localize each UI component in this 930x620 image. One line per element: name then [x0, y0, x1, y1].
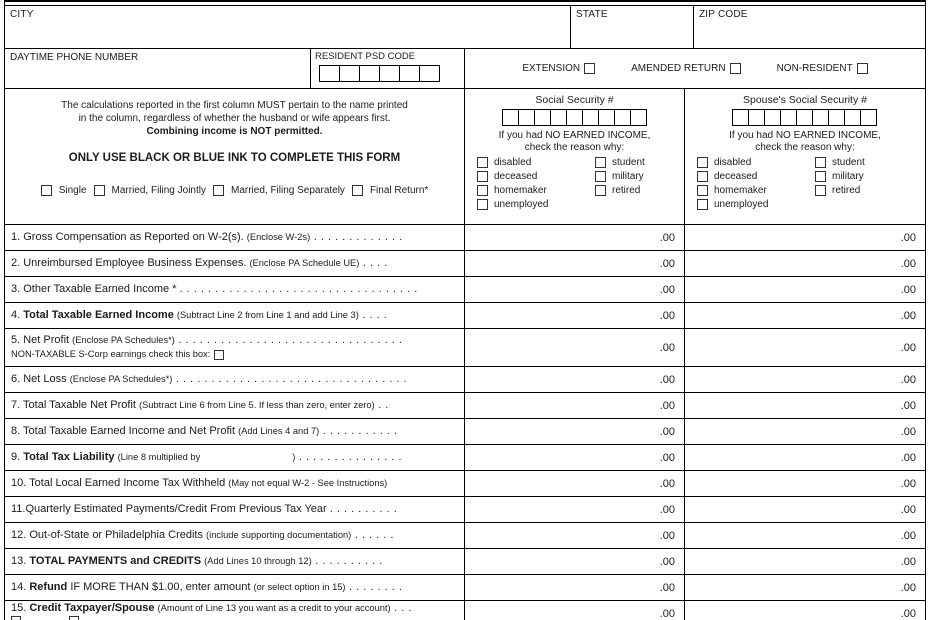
psd-label: RESIDENT PSD CODE — [315, 51, 416, 62]
city-label: CITY — [10, 9, 34, 20]
spouse-reason-checkboxes: disabled deceased homemaker unemployed student military retired — [685, 157, 925, 210]
line-5-checkbox[interactable] — [214, 350, 224, 360]
line-4-amount-spouse[interactable]: .00 — [900, 309, 916, 322]
ssn-box[interactable] — [518, 109, 535, 126]
line-row-1 — [5, 225, 925, 251]
ssn-box[interactable] — [598, 109, 615, 126]
ssn-box[interactable] — [796, 109, 813, 126]
psd-box[interactable] — [419, 65, 440, 82]
line-14-amount-taxpayer[interactable]: .00 — [465, 575, 685, 600]
filing-single-label: Single — [58, 185, 87, 196]
filing-status-row — [5, 184, 464, 197]
line-row-3 — [5, 277, 925, 303]
line-row-13 — [5, 549, 925, 575]
line-row-7 — [5, 393, 925, 419]
amended-return-flag — [631, 63, 740, 74]
line-10-amount-taxpayer[interactable]: .00 — [465, 471, 685, 496]
spouse-homemaker-checkbox[interactable] — [697, 185, 708, 196]
filing-married-separately-label: Married, Filing Separately — [231, 185, 345, 196]
line-7-amount-taxpayer[interactable]: .00 — [465, 393, 685, 418]
line-15-amount-spouse[interactable]: .00 — [900, 607, 916, 620]
ssn-box[interactable] — [828, 109, 845, 126]
ssn-box[interactable] — [812, 109, 829, 126]
line-row-8 — [5, 419, 925, 445]
ssn-box[interactable] — [748, 109, 765, 126]
line-4-label: 4. Total Taxable Earned Income (Subtract Line 2 from Line 1 and add Line 3) . . . . — [5, 303, 465, 328]
taxpayer-student-checkbox[interactable] — [595, 157, 606, 168]
line-3-amount-taxpayer[interactable]: .00 — [465, 277, 685, 302]
line-14-label: 14. Refund IF MORE THAN $1.00, enter amount (or select option in 15) . . . . . . . . — [5, 575, 465, 600]
ssn-box[interactable] — [582, 109, 599, 126]
line-row-5 — [5, 329, 925, 367]
taxpayer-deceased-checkbox[interactable] — [477, 171, 488, 182]
line-9-amount-spouse[interactable]: .00 — [900, 451, 916, 464]
line-13-amount-taxpayer[interactable]: .00 — [465, 549, 685, 574]
ssn-box[interactable] — [550, 109, 567, 126]
extension-label: EXTENSION — [522, 63, 581, 74]
line-15-checkbox[interactable] — [69, 616, 79, 620]
ssn-box[interactable] — [566, 109, 583, 126]
line-7-label: 7. Total Taxable Net Profit (Subtract Line 6 from Line 5. If less than zero, enter zero) . . — [5, 393, 465, 418]
spouse-unemployed-checkbox[interactable] — [697, 199, 708, 210]
ssn-box[interactable] — [844, 109, 861, 126]
line-row-2 — [5, 251, 925, 277]
line-10-label: 10. Total Local Earned Income Tax Withheld (May not equal W-2 - See Instructions) — [5, 471, 465, 496]
line-9-amount-taxpayer[interactable]: .00 — [465, 445, 685, 470]
psd-box[interactable] — [399, 65, 420, 82]
phone-label: DAYTIME PHONE NUMBER — [10, 52, 139, 63]
state-field[interactable] — [571, 6, 694, 48]
no-income-note: If you had NO EARNED INCOME, check the reason why: — [729, 130, 881, 153]
spouse-disabled-checkbox[interactable] — [697, 157, 708, 168]
line-15-checkbox[interactable] — [11, 616, 21, 620]
ink-warning: ONLY USE BLACK OR BLUE INK TO COMPLETE THIS FORM — [68, 152, 401, 164]
line-15-label: 15. Credit Taxpayer/Spouse (Amount of Line 13 you want as a credit to your account) . . . — [5, 601, 465, 620]
ssn-box[interactable] — [764, 109, 781, 126]
instructions-line-1: The calculations reported in the first column MUST pertain to the name printed — [61, 100, 408, 111]
instructions-line-3: Combining income is NOT permitted. — [146, 126, 323, 137]
spouse-military-checkbox[interactable] — [815, 171, 826, 182]
line-8-amount-spouse[interactable]: .00 — [900, 425, 916, 438]
ssn-box[interactable] — [780, 109, 797, 126]
line-2-amount-taxpayer[interactable]: .00 — [465, 251, 685, 276]
final-return-checkbox[interactable] — [352, 185, 363, 196]
spouse-ssn-boxes — [685, 109, 925, 126]
line-row-4 — [5, 303, 925, 329]
final-return-label: Final Return* — [369, 185, 429, 196]
spouse-ssn-panel — [685, 89, 925, 224]
line-6-amount-taxpayer[interactable]: .00 — [465, 367, 685, 392]
line-11-label: 11.Quarterly Estimated Payments/Credit From Previous Tax Year . . . . . . . . . . — [5, 497, 465, 522]
ssn-box[interactable] — [630, 109, 647, 126]
zip-field[interactable] — [694, 6, 925, 48]
line-3-label: 3. Other Taxable Earned Income * . . . . . . . . . . . . . . . . . . . . . . . . . . . . . . . . . . — [5, 277, 465, 302]
filing-married-jointly-checkbox[interactable] — [94, 185, 105, 196]
line-11-amount-taxpayer[interactable]: .00 — [465, 497, 685, 522]
instructions-line-2: in the column, regardless of whether the husband or wife appears first. — [78, 113, 391, 124]
no-income-note: If you had NO EARNED INCOME, check the reason why: — [498, 130, 651, 153]
line-15-amount-taxpayer[interactable]: .00 — [465, 601, 685, 620]
line-2-label: 2. Unreimbursed Employee Business Expenses. (Enclose PA Schedule UE) . . . . — [5, 251, 465, 276]
taxpayer-military-checkbox[interactable] — [595, 171, 606, 182]
phone-field[interactable] — [5, 49, 311, 88]
zip-label: ZIP CODE — [699, 9, 748, 20]
state-label: STATE — [576, 9, 608, 20]
spouse-deceased-checkbox[interactable] — [697, 171, 708, 182]
non-resident-checkbox[interactable] — [857, 63, 868, 74]
taxpayer-unemployed-checkbox[interactable] — [477, 199, 488, 210]
line-2-amount-spouse[interactable]: .00 — [900, 257, 916, 270]
psd-boxes — [320, 65, 460, 82]
line-6-amount-spouse[interactable]: .00 — [900, 373, 916, 386]
line-row-6 — [5, 367, 925, 393]
taxpayer-ssn-title: Social Security # — [535, 94, 614, 106]
address-row — [5, 6, 925, 49]
amended-return-label: AMENDED RETURN — [631, 63, 726, 74]
psd-box[interactable] — [359, 65, 380, 82]
extension-checkbox[interactable] — [584, 63, 595, 74]
line-row-14 — [5, 575, 925, 601]
taxpayer-homemaker-checkbox[interactable] — [477, 185, 488, 196]
psd-box[interactable] — [379, 65, 400, 82]
spouse-ssn-title: Spouse's Social Security # — [743, 94, 867, 106]
line-9-label: 9. Total Tax Liability (Line 8 multiplied by ) . . . . . . . . . . . . . . . — [5, 445, 465, 470]
extension-flag — [522, 63, 595, 74]
taxpayer-disabled-checkbox[interactable] — [477, 157, 488, 168]
filing-married-separately-checkbox[interactable] — [213, 185, 224, 196]
amended-return-checkbox[interactable] — [730, 63, 741, 74]
taxpayer-ssn-panel — [465, 89, 685, 224]
tax-form — [4, 0, 926, 620]
phone-row — [5, 49, 925, 89]
psd-box[interactable] — [319, 65, 340, 82]
line-row-10 — [5, 471, 925, 497]
line-1-amount-taxpayer[interactable]: .00 — [465, 225, 685, 250]
line-12-amount-spouse[interactable]: .00 — [900, 529, 916, 542]
line-4-amount-taxpayer[interactable]: .00 — [465, 303, 685, 328]
ssn-box[interactable] — [502, 109, 519, 126]
return-type-flags — [465, 49, 925, 88]
filing-married-jointly-label: Married, Filing Jointly — [111, 185, 206, 196]
line-8-label: 8. Total Taxable Earned Income and Net Profit (Add Lines 4 and 7) . . . . . . . . . . . — [5, 419, 465, 444]
non-resident-label: NON-RESIDENT — [776, 63, 853, 74]
taxpayer-ssn-boxes — [465, 109, 684, 126]
line-8-amount-taxpayer[interactable]: .00 — [465, 419, 685, 444]
psd-box[interactable] — [339, 65, 360, 82]
line-14-amount-spouse[interactable]: .00 — [900, 581, 916, 594]
line-row-15 — [5, 601, 925, 620]
line-5-label: 5. Net Profit (Enclose PA Schedules*) . . . . . . . . . . . . . . . . . . . . . . . . . . . . . . . . NON-TAXABLE S-Corp earnings check this box: — [5, 329, 465, 366]
line-row-11 — [5, 497, 925, 523]
city-field[interactable] — [5, 6, 571, 48]
non-resident-flag — [777, 63, 868, 74]
line-row-12 — [5, 523, 925, 549]
ssn-box[interactable] — [534, 109, 551, 126]
spouse-student-checkbox[interactable] — [815, 157, 826, 168]
line-12-label: 12. Out-of-State or Philadelphia Credits (include supporting documentation) . . . . . . — [5, 523, 465, 548]
line-13-label: 13. TOTAL PAYMENTS and CREDITS (Add Lines 10 through 12) . . . . . . . . . . — [5, 549, 465, 574]
line-6-label: 6. Net Loss (Enclose PA Schedules*) . . . . . . . . . . . . . . . . . . . . . . . . . . . . . . . . . — [5, 367, 465, 392]
line-1-label: 1. Gross Compensation as Reported on W-2(s). (Enclose W-2s) . . . . . . . . . . . . . — [5, 225, 465, 250]
line-row-9 — [5, 445, 925, 471]
line-5-amount-taxpayer[interactable]: .00 — [465, 329, 685, 366]
line-items — [5, 225, 925, 620]
line-5-amount-spouse[interactable]: .00 — [900, 341, 916, 354]
line-13-amount-spouse[interactable]: .00 — [900, 555, 916, 568]
filing-single-checkbox[interactable] — [41, 185, 52, 196]
line-7-amount-spouse[interactable]: .00 — [900, 399, 916, 412]
psd-field — [311, 49, 465, 88]
ssn-box[interactable] — [732, 109, 749, 126]
taxpayer-retired-checkbox[interactable] — [595, 185, 606, 196]
instructions-and-ssn-section — [5, 89, 925, 225]
taxpayer-reason-checkboxes: disabled deceased homemaker unemployed student military retired — [465, 157, 684, 210]
line-11-amount-spouse[interactable]: .00 — [900, 503, 916, 516]
ssn-box[interactable] — [860, 109, 877, 126]
line-1-amount-spouse[interactable]: .00 — [900, 231, 916, 244]
line-3-amount-spouse[interactable]: .00 — [900, 283, 916, 296]
spouse-retired-checkbox[interactable] — [815, 185, 826, 196]
line-12-amount-taxpayer[interactable]: .00 — [465, 523, 685, 548]
instructions-panel — [5, 89, 465, 224]
line-10-amount-spouse[interactable]: .00 — [900, 477, 916, 490]
ssn-box[interactable] — [614, 109, 631, 126]
